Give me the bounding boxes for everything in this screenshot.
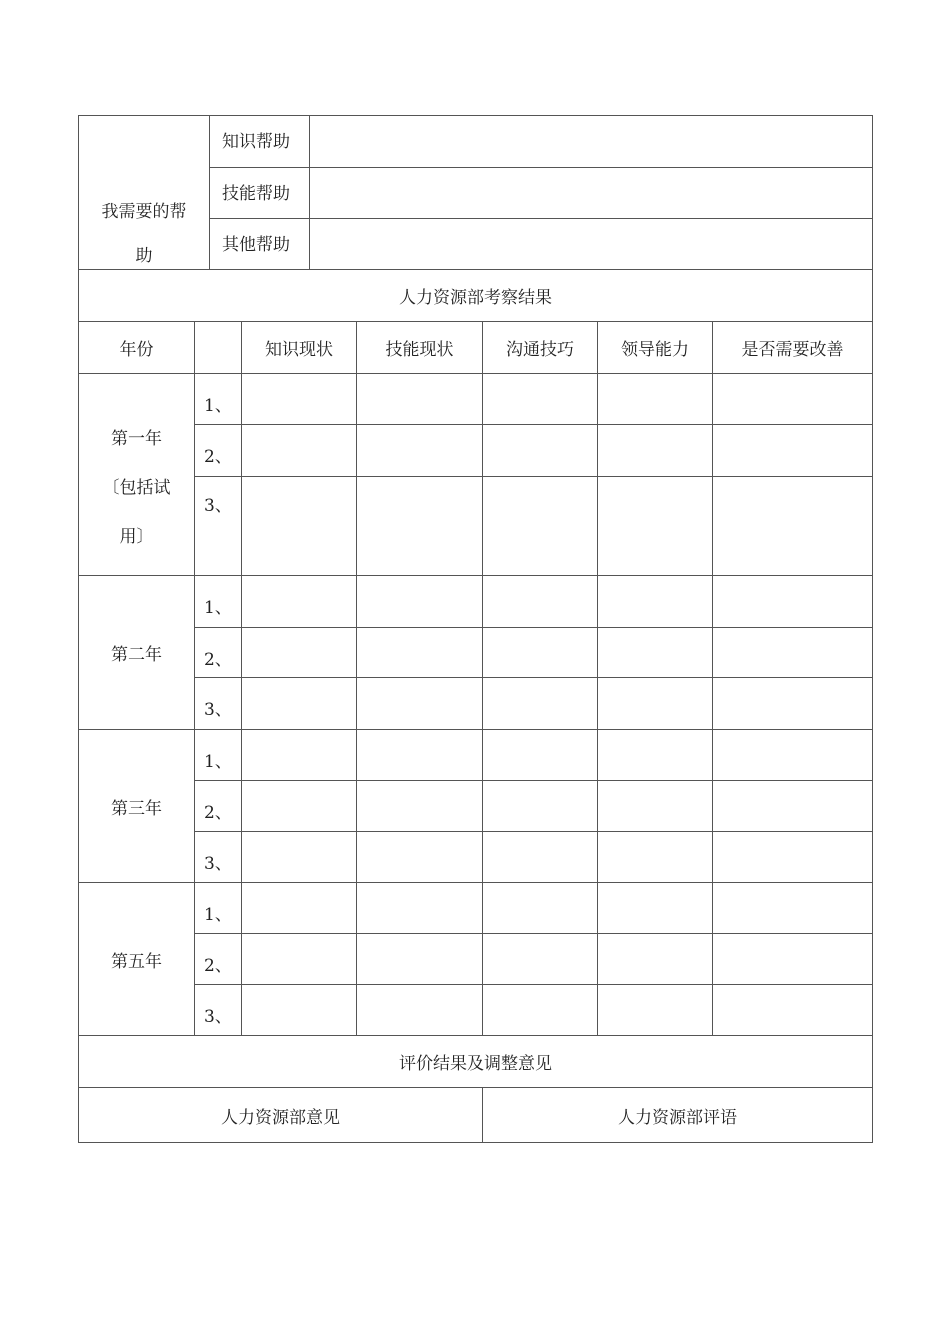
help-label-line1: 我需要的帮 xyxy=(101,202,187,222)
help-other-field[interactable] xyxy=(310,219,872,269)
rule xyxy=(194,476,873,477)
header-communication: 沟通技巧 xyxy=(506,340,574,360)
item-number: 3、 xyxy=(204,1007,232,1027)
item-number: 3、 xyxy=(204,700,232,720)
rule xyxy=(194,780,873,781)
rule xyxy=(194,424,873,425)
help-skill-field[interactable] xyxy=(310,168,872,218)
header-skill: 技能现状 xyxy=(385,340,454,360)
rule xyxy=(194,831,873,832)
header-leadership: 领导能力 xyxy=(621,340,689,360)
rule xyxy=(356,321,357,1036)
rule xyxy=(482,321,483,1036)
hr-comment-label: 人力资源部评语 xyxy=(618,1107,737,1128)
border-bottom xyxy=(78,1142,873,1143)
help-knowledge-field[interactable] xyxy=(310,116,872,167)
help-row-skill: 技能帮助 xyxy=(222,184,290,204)
help-label-line2: 助 xyxy=(135,246,153,266)
help-row-other: 其他帮助 xyxy=(222,235,290,255)
item-number: 2、 xyxy=(204,650,232,670)
year-1-line1: 第一年 xyxy=(111,429,162,449)
item-number: 2、 xyxy=(204,447,232,467)
hr-opinion-label: 人力资源部意见 xyxy=(221,1107,340,1128)
item-number: 1、 xyxy=(204,396,232,416)
rule xyxy=(194,677,873,678)
header-knowledge: 知识现状 xyxy=(265,340,333,360)
header-blank xyxy=(195,322,241,373)
year-3-label: 第三年 xyxy=(111,798,162,819)
item-number: 1、 xyxy=(204,752,232,772)
evaluation-title: 评价结果及调整意见 xyxy=(399,1054,552,1074)
rule xyxy=(597,321,598,1036)
header-improve: 是否需要改善 xyxy=(741,340,844,360)
help-row-knowledge: 知识帮助 xyxy=(222,132,290,152)
help-label xyxy=(79,190,209,280)
rule xyxy=(209,115,210,270)
header-year: 年份 xyxy=(119,340,154,360)
rule xyxy=(194,933,873,934)
rule xyxy=(712,321,713,1036)
rule xyxy=(241,321,242,1036)
rule xyxy=(194,984,873,985)
year-1-line3: 用〕 xyxy=(119,527,154,547)
item-number: 3、 xyxy=(204,496,232,516)
rule xyxy=(194,627,873,628)
item-number: 1、 xyxy=(204,905,232,925)
item-number: 1、 xyxy=(204,598,232,618)
item-number: 3、 xyxy=(204,854,232,874)
year-5-label: 第五年 xyxy=(111,951,162,972)
year-2-label: 第二年 xyxy=(111,645,162,665)
hr-review-title: 人力资源部考察结果 xyxy=(399,288,552,308)
year-1-label xyxy=(79,415,194,565)
year-1-line2: 〔包括试 xyxy=(102,478,171,498)
item-number: 2、 xyxy=(204,803,232,823)
item-number: 2、 xyxy=(204,956,232,976)
